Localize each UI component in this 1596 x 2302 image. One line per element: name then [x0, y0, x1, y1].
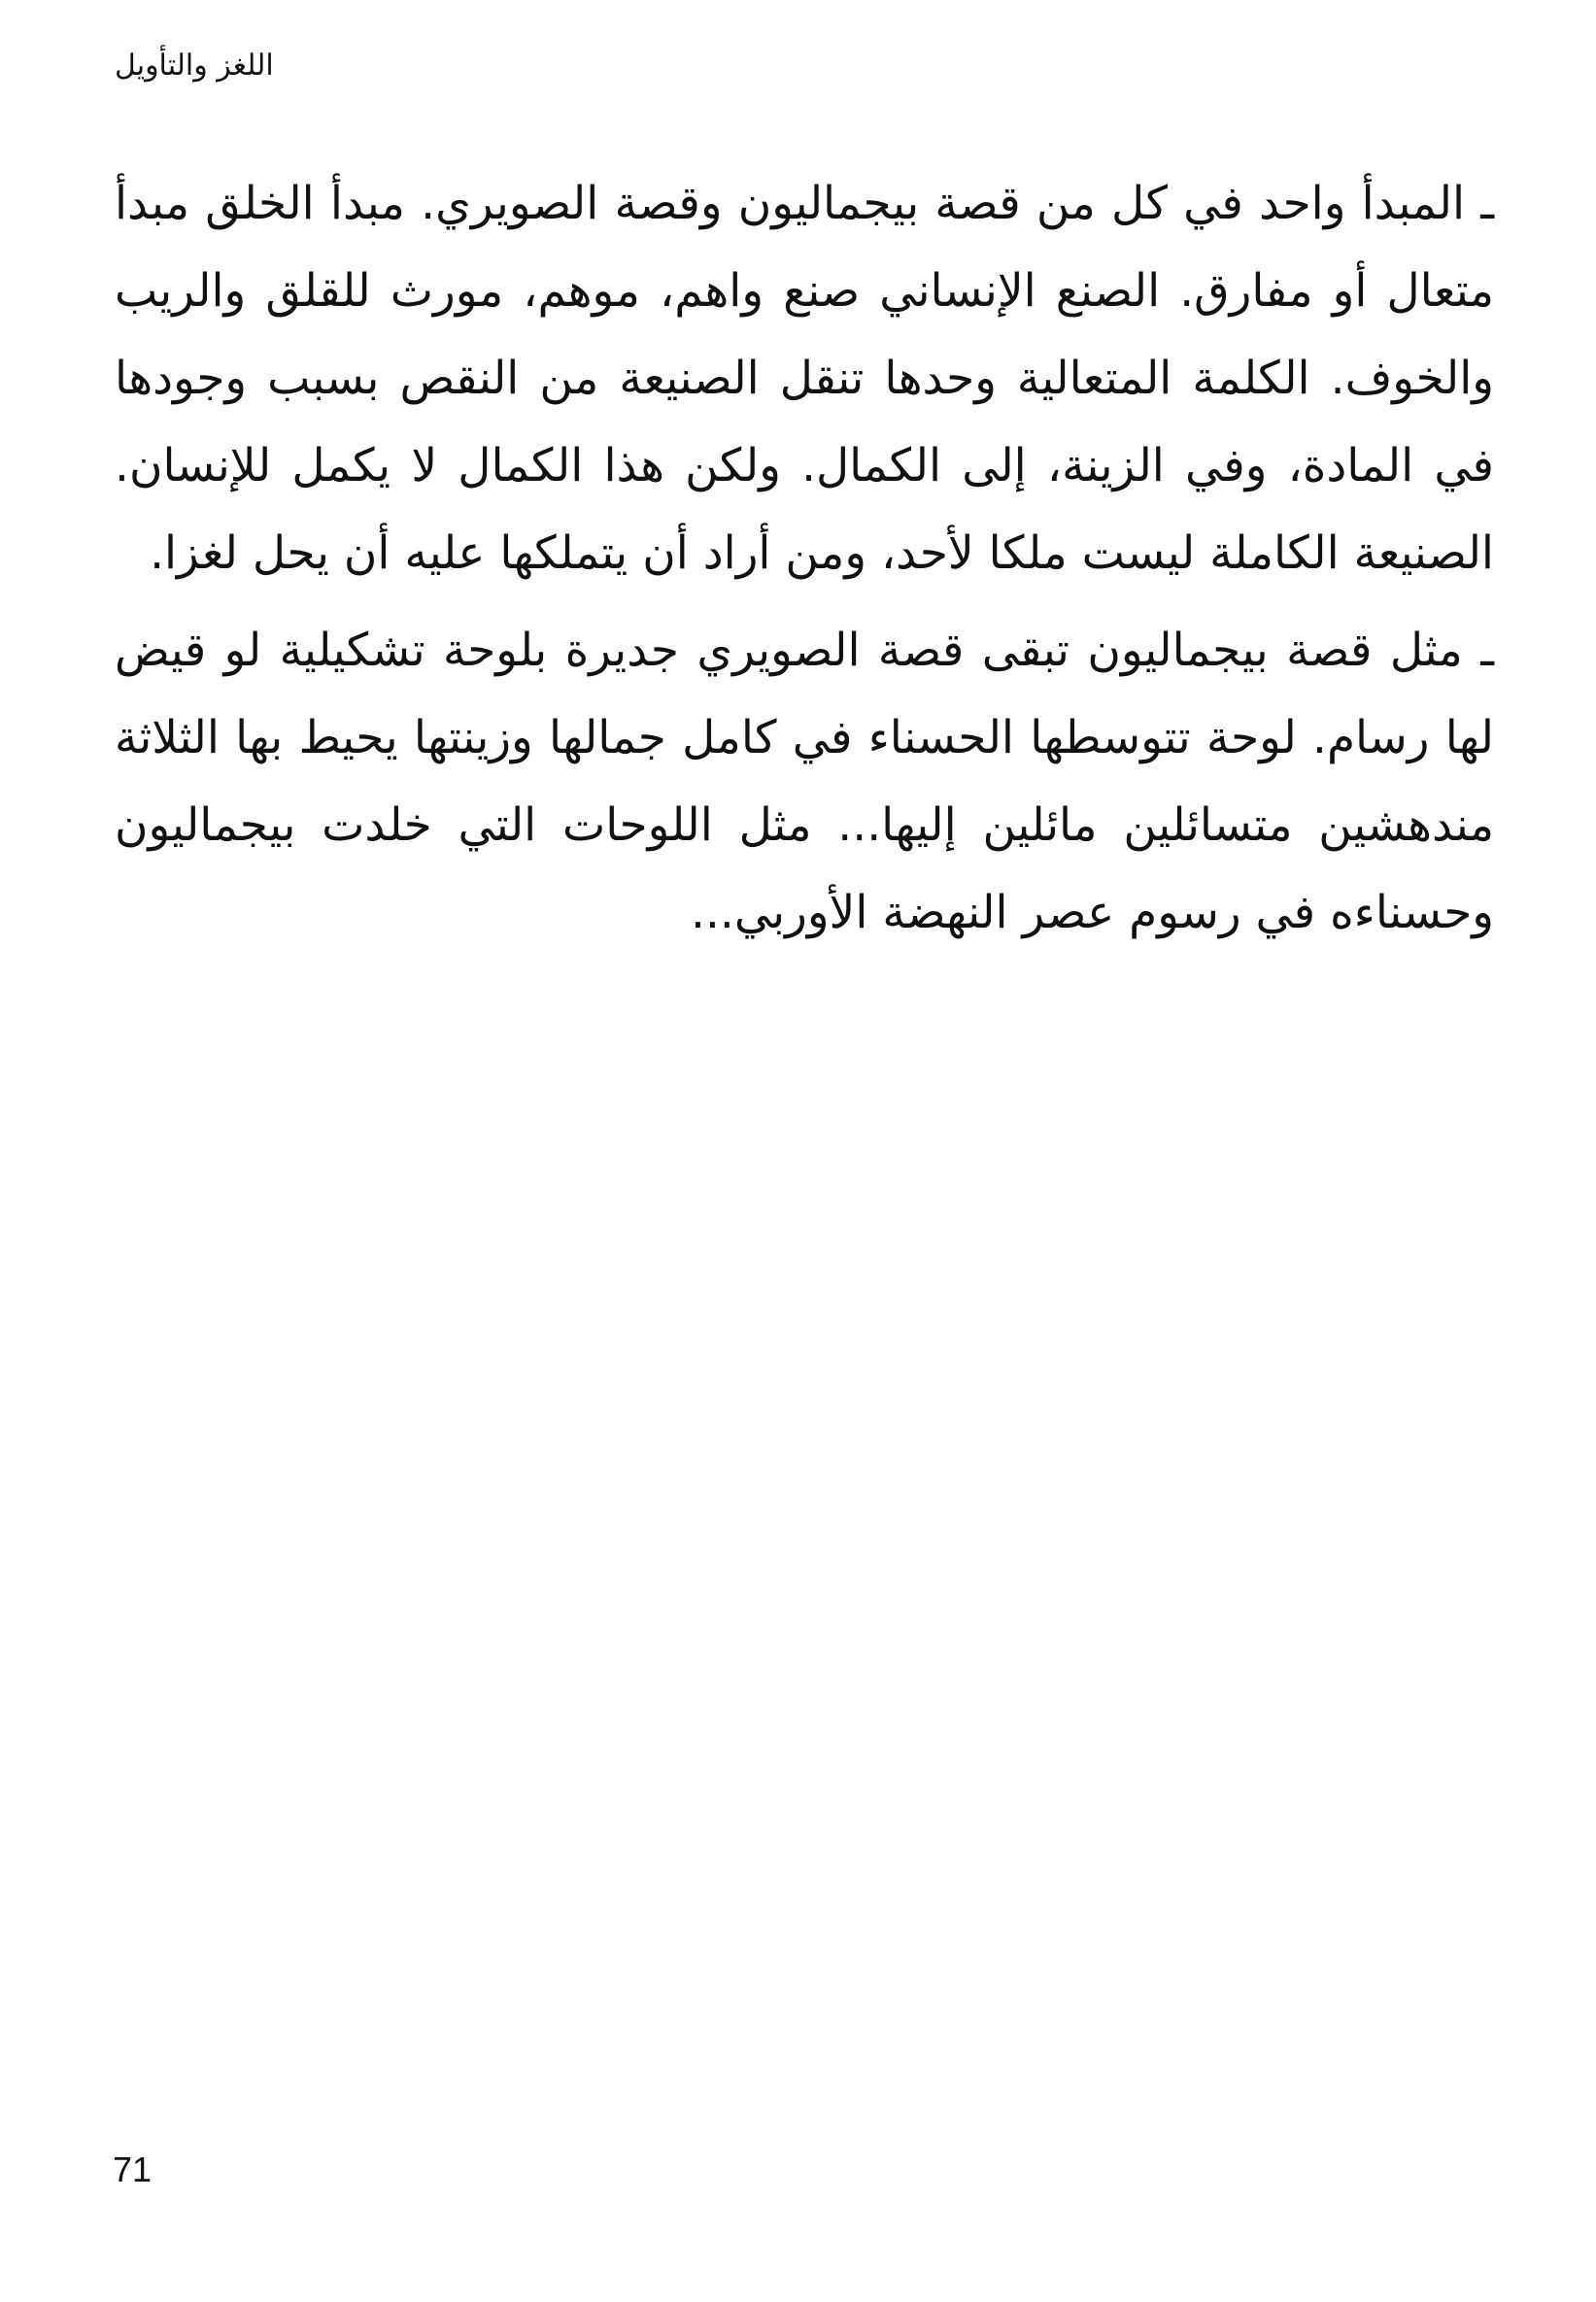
paragraph: ـ المبدأ واحد في كل من قصة بيجماليون وقصة الصويري. مبدأ الخلق مبدأ متعال أو مفارق. الصنع الإنساني صنع واهم، موهم، مورث للقلق والريب والخوف. الكلمة المتعالية وحدها تنقل الصنيعة من النقص بسبب وجودها في المادة، وفي الزينة، إلى الكمال. ولكن هذا الكمال لا يكمل للإنسان. الصنيعة الكاملة ليست ملكا لأحد، ومن أراد أن يتملكها عليه أن يحل لغزا. [115, 177, 1494, 580]
running-header: اللغز والتأويل [115, 49, 274, 83]
page-number: 71 [113, 2150, 153, 2189]
paragraph: ـ مثل قصة بيجماليون تبقى قصة الصويري جديرة بلوحة تشكيلية لو قيض لها رسام. لوحة تتوسطها الحسناء في كامل جمالها وزينتها يحيط بها الثلاثة مندهشين متسائلين مائلين إليها... مثل اللوحات التي خلدت بيجماليون وحسناءه في رسوم عصر النهضة الأوربي... [115, 624, 1494, 939]
body-text [115, 160, 1494, 966]
